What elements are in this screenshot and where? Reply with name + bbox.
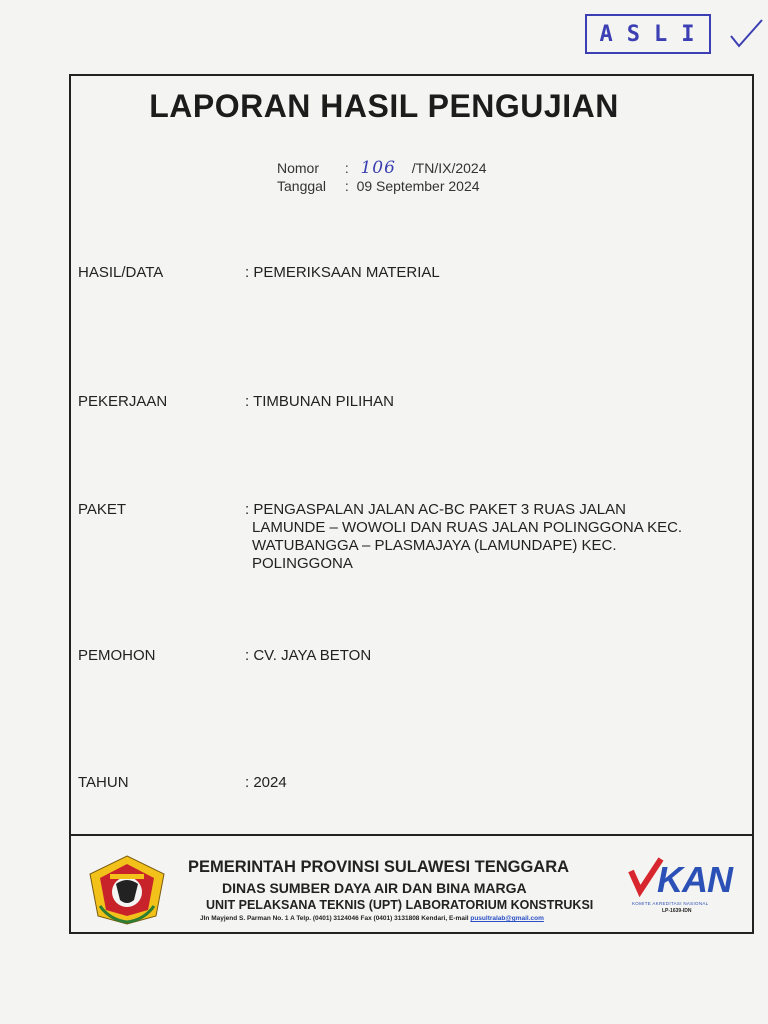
page-title: LAPORAN HASIL PENGUJIAN	[149, 88, 619, 124]
gov-address	[200, 915, 544, 922]
paket-line: WATUBANGGA – PLASMAJAYA (LAMUNDAPE) KEC.	[252, 537, 617, 554]
nomor-number: 106	[360, 158, 396, 178]
kan-subtitle: KOMITE AKREDITASI NASIONAL	[632, 901, 709, 906]
tanggal-label: Tanggal	[277, 178, 327, 194]
checkmark-icon	[728, 18, 764, 50]
hasil-data-value: : PEMERIKSAAN MATERIAL	[245, 264, 440, 281]
pemohon-value: : CV. JAYA BETON	[245, 647, 372, 664]
gov-line-unit: UNIT PELAKSANA TEKNIS (UPT) LABORATORIUM KONSTRUKSI	[206, 898, 594, 912]
paket-label: PAKET	[78, 501, 127, 518]
paket-line: POLINGGONA	[252, 555, 353, 572]
footer-divider	[69, 834, 754, 836]
pekerjaan-label: PEKERJAAN	[78, 393, 168, 410]
address-text: Jln Mayjend S. Parman No. 1 A Telp. (0401) 3124046 Fax (0401) 3131808 Kendari, E-mail	[200, 915, 471, 922]
nomor-suffix: /TN/IX/2024	[411, 160, 487, 176]
tahun-label: TAHUN	[78, 774, 129, 791]
hasil-data-label: HASIL/DATA	[78, 264, 164, 281]
gov-line-province: PEMERINTAH PROVINSI SULAWESI TENGGARA	[188, 858, 570, 876]
pemohon-label: PEMOHON	[78, 647, 156, 664]
kan-logo	[628, 855, 740, 917]
paket-value	[245, 501, 682, 573]
paket-line: : PENGASPALAN JALAN AC-BC PAKET 3 RUAS JALAN	[245, 501, 626, 518]
tahun-value: : 2024	[245, 774, 287, 791]
tanggal-line: Tanggal : 09 September 2024	[277, 178, 480, 194]
kan-code: LP-1639-IDN	[662, 908, 692, 914]
province-emblem-icon	[88, 854, 166, 926]
kan-text: KAN	[657, 859, 732, 900]
pekerjaan-value: : TIMBUNAN PILIHAN	[245, 393, 394, 410]
paket-line: LAMUNDE – WOWOLI DAN RUAS JALAN POLINGGONA KEC.	[252, 519, 683, 536]
gov-line-department: DINAS SUMBER DAYA AIR DAN BINA MARGA	[222, 880, 527, 896]
asli-stamp: ASLI	[585, 14, 711, 54]
nomor-line: Nomor : 106 /TN/IX/2024	[277, 158, 487, 178]
tanggal-value: 09 September 2024	[356, 178, 480, 194]
email-link[interactable]: pusultralab@gmail.com	[470, 915, 544, 922]
nomor-label: Nomor	[277, 160, 320, 176]
